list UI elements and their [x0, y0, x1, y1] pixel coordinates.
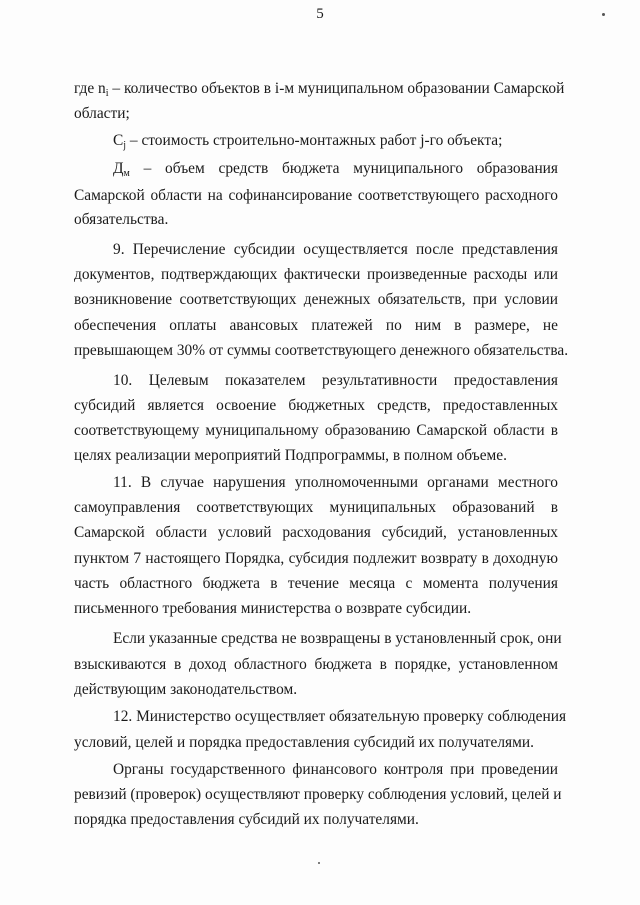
text-segment: взыскиваются в доход областного бюджета в порядке, установленном [74, 656, 558, 673]
text-segment: самоуправления соответствующих муниципальных образований в [74, 499, 558, 516]
text-line [74, 785, 562, 805]
text-line [113, 629, 562, 649]
text-segment: Самарской области на софинансирование соответствующего расходного [74, 187, 558, 204]
text-line [74, 396, 558, 416]
text-segment: области; [74, 105, 130, 122]
text-line [74, 79, 565, 99]
scan-speck [318, 862, 320, 864]
text-line [74, 446, 558, 466]
text-line [74, 265, 558, 285]
text-line [74, 498, 558, 518]
text-line [74, 574, 558, 594]
text-segment: обязательства. [74, 211, 169, 228]
subscript: м [123, 168, 130, 179]
text-line [74, 421, 558, 441]
text-segment: 11. В случае нарушения уполномоченными органами местного [113, 474, 558, 491]
page-number: 5 [316, 6, 324, 22]
text-line [74, 655, 558, 675]
text-segment: обеспечения оплаты авансовых платежей по ним в размере, не [74, 317, 558, 334]
text-line [113, 131, 558, 151]
text-line [113, 240, 558, 260]
text-segment: соответствующему муниципальному образованию Самарской области в [74, 422, 558, 439]
text-segment: письменного требования министерства о возврате субсидии. [74, 600, 472, 617]
text-line [74, 341, 569, 361]
text-line [74, 523, 558, 543]
text-segment: 10. Целевым показателем результативности предоставления [113, 372, 558, 389]
text-line [74, 290, 558, 310]
text-line [113, 473, 558, 493]
text-segment: часть областного бюджета в течение месяца с момента получения [74, 575, 558, 592]
text-line [74, 186, 558, 206]
text-segment: условий, целей и порядка предоставления субсидий их получателями. [74, 734, 534, 751]
text-segment: – стоимость строительно-монтажных работ j-го объекта; [126, 132, 503, 149]
text-line [74, 104, 558, 124]
text-line [74, 549, 558, 569]
text-line [113, 371, 558, 391]
text-line [74, 210, 558, 230]
text-line [74, 316, 558, 336]
subscript: j [123, 140, 127, 151]
text-segment: субсидий является освоение бюджетных средств, предоставленных [74, 397, 558, 414]
text-segment: 9. Перечисление субсидии осуществляется после представления [113, 241, 558, 258]
text-line [74, 733, 558, 753]
text-line [74, 680, 558, 700]
text-segment: где n [74, 80, 106, 97]
text-segment: ревизий (проверок) осуществляют проверку соблюдения условий, целей и [74, 786, 562, 803]
text-line [74, 599, 558, 619]
scan-speck [602, 13, 605, 16]
text-segment: пунктом 7 настоящего Порядка, субсидия подлежит возврату в доходную [74, 550, 558, 567]
text-segment: возникновение соответствующих денежных обязательств, при условии [74, 291, 558, 308]
subscript: i [105, 88, 109, 99]
text-segment: Если указанные средства не возвращены в установленный срок, они [113, 630, 562, 647]
text-segment: действующим законодательством. [74, 681, 298, 698]
text-segment: – объем средств бюджета муниципального образования [129, 160, 558, 177]
text-segment: Органы государственного финансового контроля при проведении [113, 761, 558, 778]
text-segment: Самарской области условий расходования субсидий, установленных [74, 524, 558, 541]
text-segment: 12. Министерство осуществляет обязательную проверку соблюдения [113, 708, 567, 725]
text-line [74, 810, 558, 830]
text-line [113, 159, 558, 179]
text-segment: – количество объектов в i-м муниципальном образовании Самарской [108, 80, 565, 97]
text-segment: порядка предоставления субсидий их получателями. [74, 811, 419, 828]
text-line [113, 707, 567, 727]
text-segment: документов, подтверждающих фактически произведенные расходы или [74, 266, 558, 283]
text-segment: C [113, 132, 124, 149]
text-segment: Д [113, 160, 124, 177]
text-line [113, 760, 558, 780]
text-segment: превышающем 30% от суммы соответствующего денежного обязательства. [74, 342, 569, 359]
text-segment: целях реализации мероприятий Подпрограммы, в полном объеме. [74, 447, 507, 464]
